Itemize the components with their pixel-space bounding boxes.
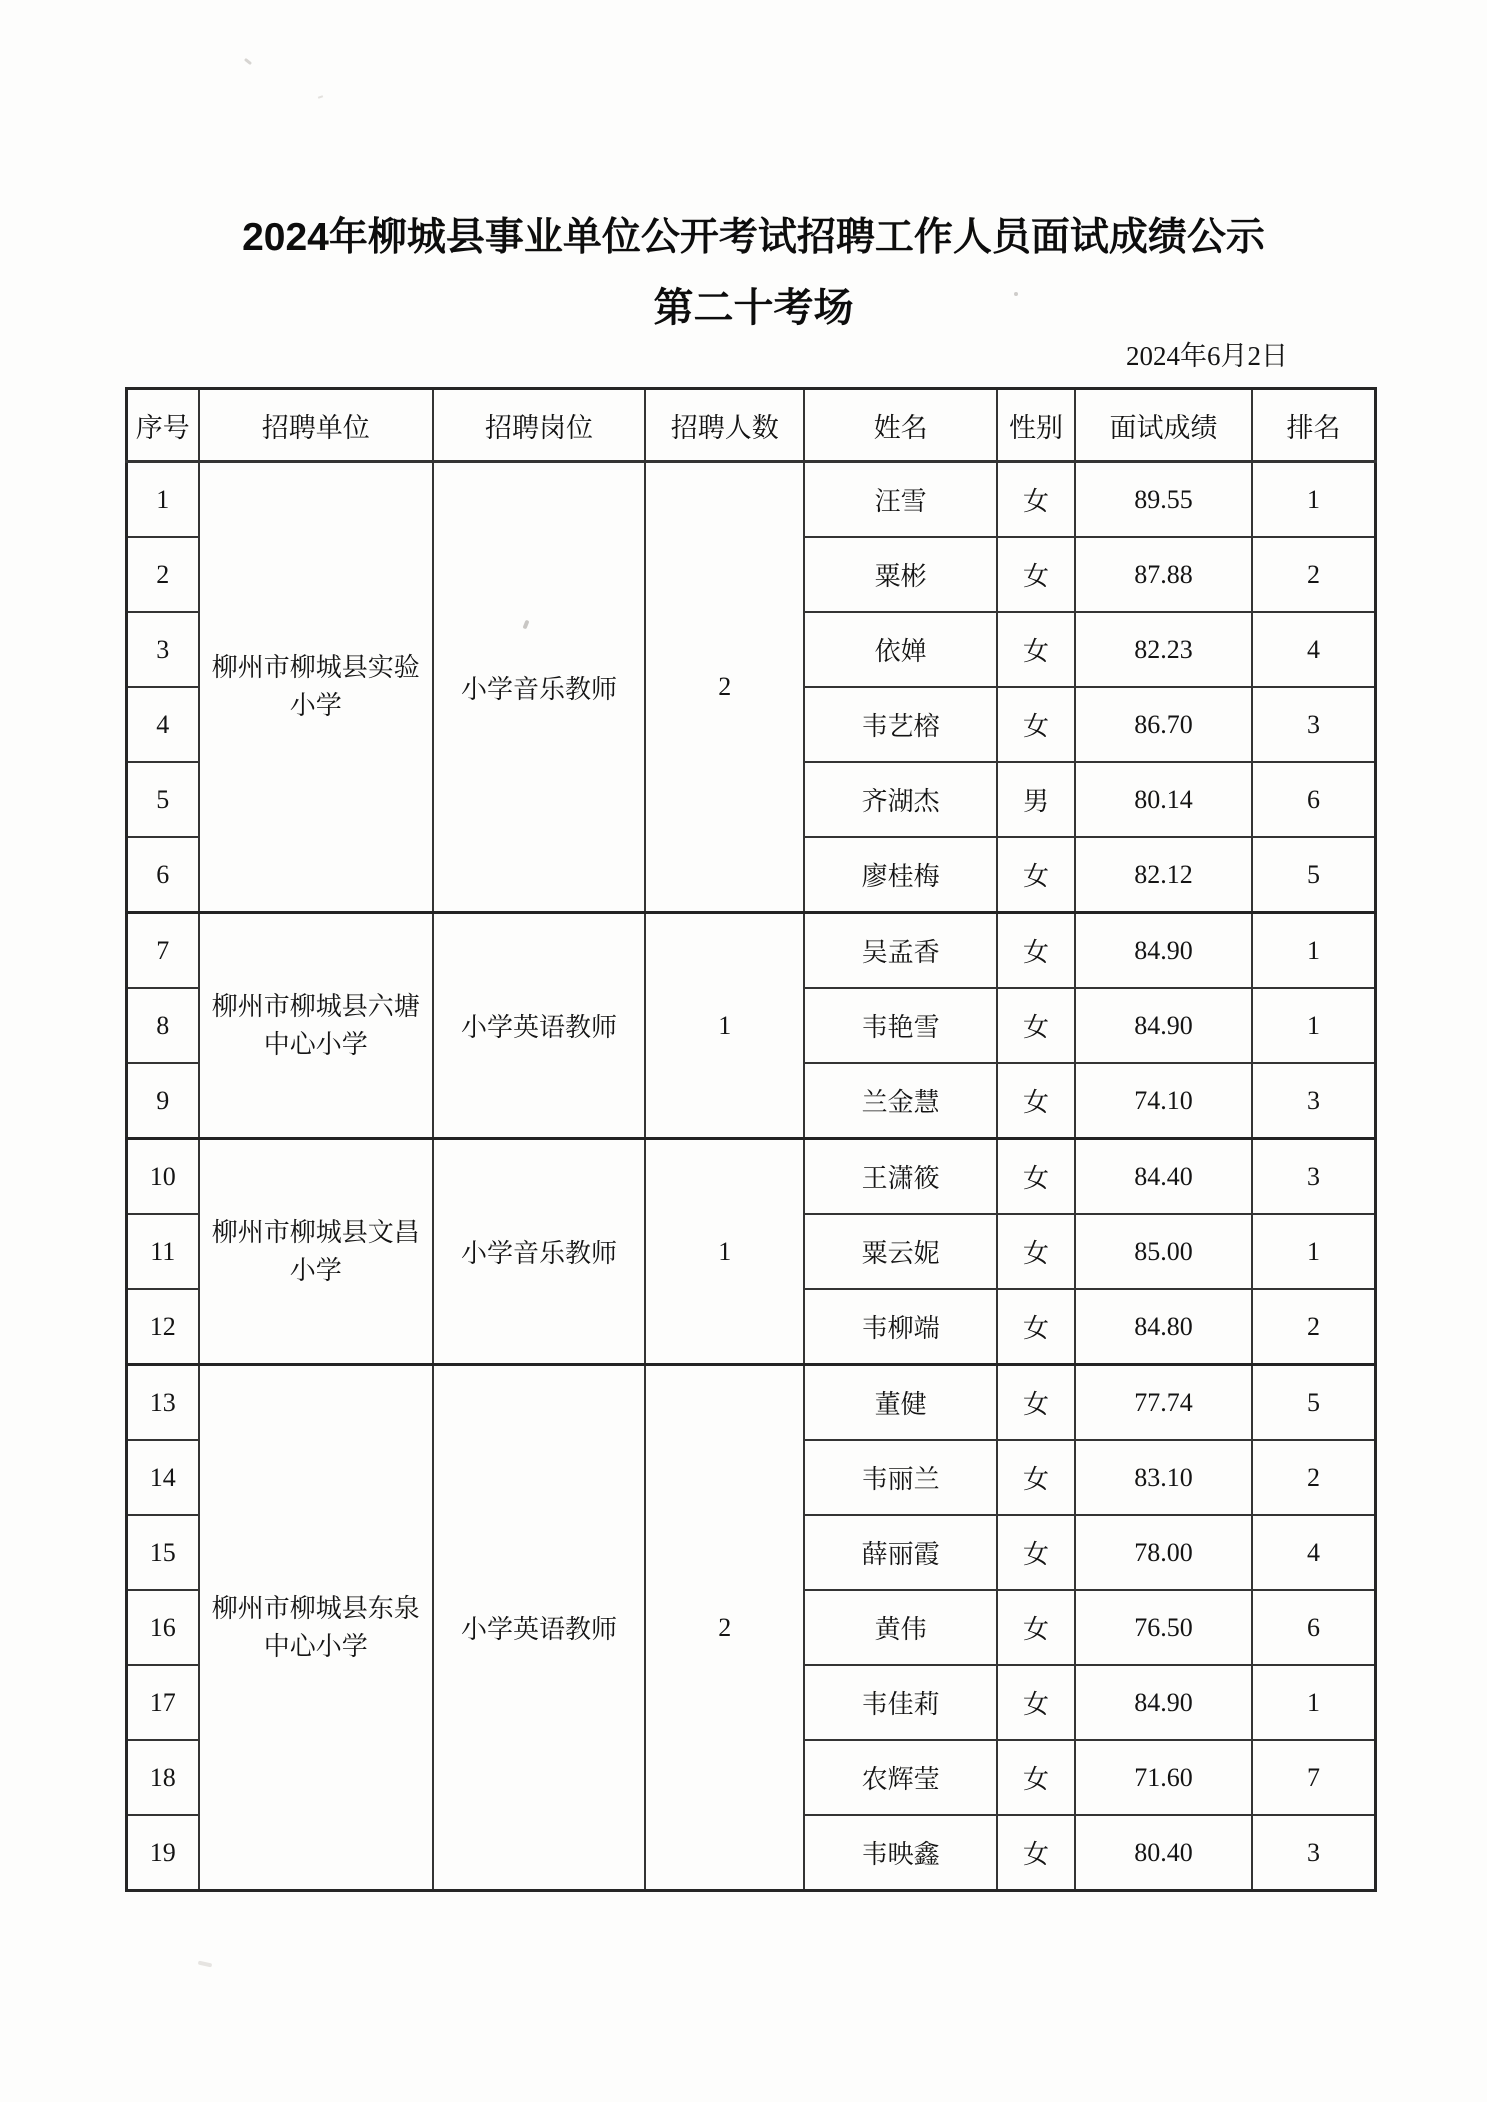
table-row [127,1365,1376,1441]
exam-room-subtitle: 第二十考场 [653,286,854,330]
cell-rank: 6 [1252,762,1376,837]
cell-recruiting-unit: 柳州市柳城县文昌小学 [199,1139,434,1365]
cell-index: 4 [127,687,199,762]
announcement-date: 2024年6月2日 [1126,341,1288,371]
cell-score: 71.60 [1075,1740,1252,1815]
cell-name: 韦艺榕 [804,687,996,762]
cell-rank: 3 [1252,1815,1376,1891]
cell-rank: 4 [1252,1515,1376,1590]
cell-openings: 1 [645,1139,804,1365]
cell-rank: 6 [1252,1590,1376,1665]
cell-gender: 女 [997,837,1075,913]
cell-gender: 男 [997,762,1075,837]
cell-score: 84.90 [1075,988,1252,1063]
cell-score: 84.90 [1075,1665,1252,1740]
cell-index: 14 [127,1440,199,1515]
cell-name: 农辉莹 [804,1740,996,1815]
cell-gender: 女 [997,1214,1075,1289]
table-row [127,462,1376,538]
cell-index: 15 [127,1515,199,1590]
cell-name: 兰金慧 [804,1063,996,1139]
cell-gender: 女 [997,1665,1075,1740]
cell-name: 黄伟 [804,1590,996,1665]
header-score: 面试成绩 [1075,389,1252,462]
cell-rank: 1 [1252,462,1376,538]
results-table-body [127,462,1376,1891]
cell-rank: 3 [1252,1063,1376,1139]
cell-score: 84.80 [1075,1289,1252,1365]
cell-recruiting-unit: 柳州市柳城县实验小学 [199,462,434,913]
cell-index: 1 [127,462,199,538]
cell-rank: 1 [1252,988,1376,1063]
cell-name: 韦柳端 [804,1289,996,1365]
cell-recruiting-unit: 柳州市柳城县东泉中心小学 [199,1365,434,1891]
cell-name: 韦映鑫 [804,1815,996,1891]
cell-name: 薛丽霞 [804,1515,996,1590]
cell-rank: 2 [1252,1440,1376,1515]
cell-index: 7 [127,913,199,989]
cell-gender: 女 [997,687,1075,762]
cell-score: 76.50 [1075,1590,1252,1665]
cell-openings: 1 [645,913,804,1139]
cell-gender: 女 [997,913,1075,989]
cell-index: 6 [127,837,199,913]
table-row [127,1139,1376,1215]
cell-openings: 2 [645,1365,804,1891]
cell-recruiting-unit: 柳州市柳城县六塘中心小学 [199,913,434,1139]
cell-name: 吴孟香 [804,913,996,989]
header-position: 招聘岗位 [433,389,645,462]
cell-score: 74.10 [1075,1063,1252,1139]
cell-score: 77.74 [1075,1365,1252,1441]
cell-rank: 3 [1252,687,1376,762]
cell-gender: 女 [997,1740,1075,1815]
cell-index: 13 [127,1365,199,1441]
cell-index: 16 [127,1590,199,1665]
cell-score: 84.40 [1075,1139,1252,1215]
cell-index: 11 [127,1214,199,1289]
cell-index: 17 [127,1665,199,1740]
table-header-row [127,389,1376,462]
cell-gender: 女 [997,988,1075,1063]
cell-gender: 女 [997,612,1075,687]
cell-rank: 4 [1252,612,1376,687]
cell-score: 83.10 [1075,1440,1252,1515]
table-row [127,913,1376,989]
cell-gender: 女 [997,1365,1075,1441]
cell-score: 84.90 [1075,913,1252,989]
cell-gender: 女 [997,462,1075,538]
cell-name: 廖桂梅 [804,837,996,913]
cell-gender: 女 [997,1139,1075,1215]
cell-position: 小学音乐教师 [433,1139,645,1365]
cell-name: 董健 [804,1365,996,1441]
cell-score: 78.00 [1075,1515,1252,1590]
cell-rank: 7 [1252,1740,1376,1815]
cell-gender: 女 [997,1815,1075,1891]
cell-rank: 1 [1252,1214,1376,1289]
cell-rank: 1 [1252,913,1376,989]
cell-score: 86.70 [1075,687,1252,762]
cell-score: 82.12 [1075,837,1252,913]
cell-rank: 1 [1252,1665,1376,1740]
cell-name: 韦佳莉 [804,1665,996,1740]
cell-index: 2 [127,537,199,612]
cell-score: 80.40 [1075,1815,1252,1891]
cell-rank: 2 [1252,537,1376,612]
page-title: 2024年柳城县事业单位公开考试招聘工作人员面试成绩公示 [242,216,1265,259]
cell-openings: 2 [645,462,804,913]
cell-name: 汪雪 [804,462,996,538]
cell-score: 85.00 [1075,1214,1252,1289]
cell-score: 87.88 [1075,537,1252,612]
cell-score: 82.23 [1075,612,1252,687]
cell-index: 3 [127,612,199,687]
header-index: 序号 [127,389,199,462]
header-rank: 排名 [1252,389,1376,462]
cell-name: 粟彬 [804,537,996,612]
cell-index: 5 [127,762,199,837]
cell-index: 12 [127,1289,199,1365]
scan-speck [198,1961,213,1968]
cell-rank: 5 [1252,837,1376,913]
cell-rank: 2 [1252,1289,1376,1365]
header-gender: 性别 [997,389,1075,462]
cell-gender: 女 [997,1063,1075,1139]
cell-name: 韦丽兰 [804,1440,996,1515]
header-openings: 招聘人数 [645,389,804,462]
cell-index: 8 [127,988,199,1063]
cell-gender: 女 [997,537,1075,612]
cell-score: 89.55 [1075,462,1252,538]
cell-score: 80.14 [1075,762,1252,837]
cell-position: 小学英语教师 [433,913,645,1139]
cell-name: 依婵 [804,612,996,687]
cell-index: 10 [127,1139,199,1215]
cell-name: 王潇筱 [804,1139,996,1215]
cell-gender: 女 [997,1515,1075,1590]
cell-rank: 5 [1252,1365,1376,1441]
cell-index: 19 [127,1815,199,1891]
cell-name: 韦艳雪 [804,988,996,1063]
cell-index: 18 [127,1740,199,1815]
cell-gender: 女 [997,1289,1075,1365]
cell-name: 粟云妮 [804,1214,996,1289]
cell-position: 小学英语教师 [433,1365,645,1891]
results-table [125,387,1377,1892]
cell-rank: 3 [1252,1139,1376,1215]
cell-gender: 女 [997,1440,1075,1515]
cell-position: 小学音乐教师 [433,462,645,913]
document-content [20,0,1487,1892]
header-name: 姓名 [804,389,996,462]
cell-gender: 女 [997,1590,1075,1665]
header-unit: 招聘单位 [199,389,434,462]
cell-index: 9 [127,1063,199,1139]
cell-name: 齐湖杰 [804,762,996,837]
